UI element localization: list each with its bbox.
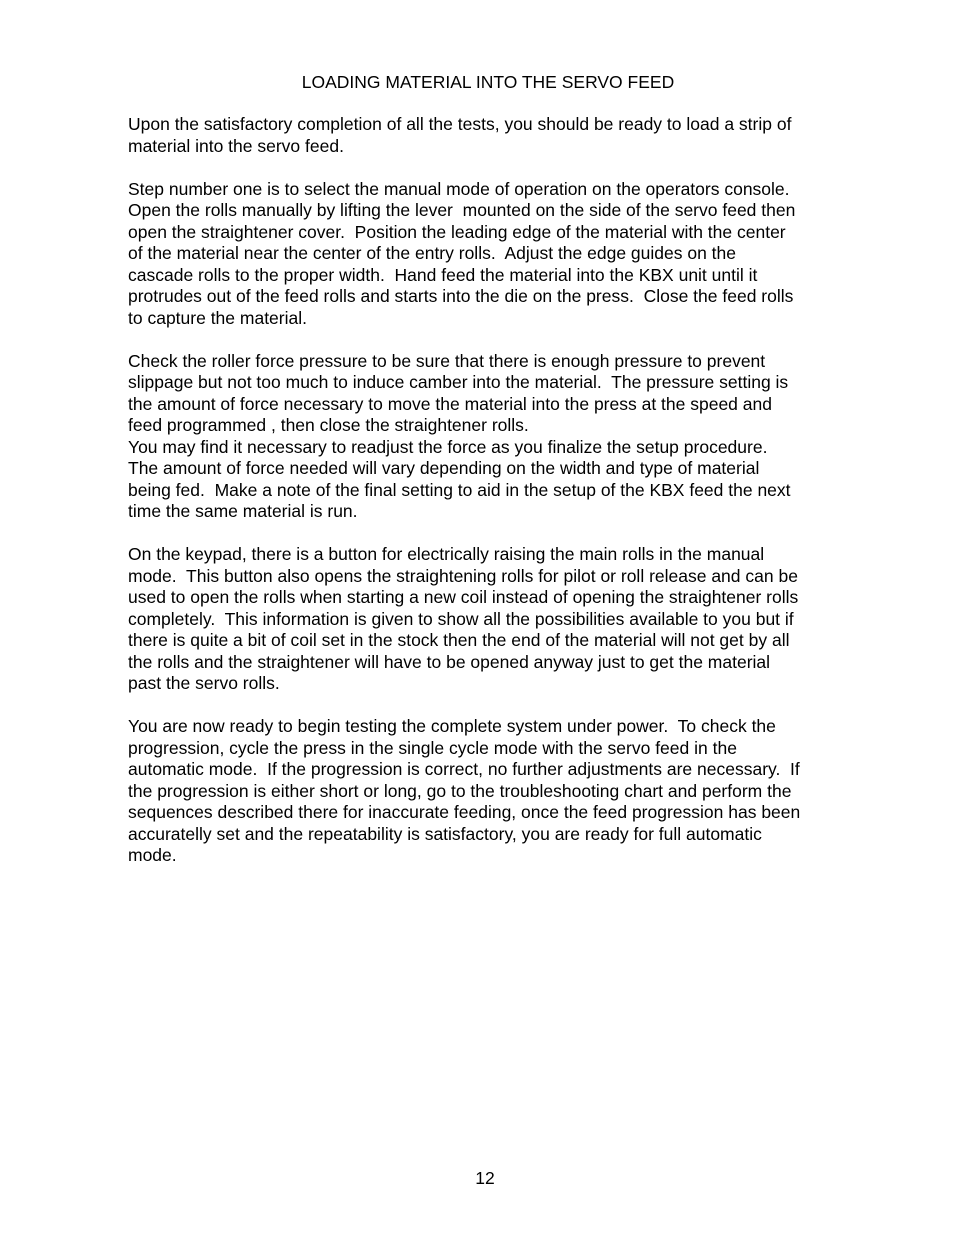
text-line: The amount of force needed will vary depending on the width and type of material: [128, 458, 760, 478]
text-line: slippage but not too much to induce camber into the material. The pressure setting is: [128, 372, 789, 392]
text-line: Upon the satisfactory completion of all the tests, you should be ready to load a strip of: [128, 114, 792, 134]
text-line: mode. This button also opens the straightening rolls for pilot or roll release and can be: [128, 565, 798, 586]
paragraph-readjust-force: [128, 437, 868, 523]
text-line: feed programmed , then close the straightener rolls.: [128, 415, 529, 435]
text-line: Check the roller force pressure to be sure that there is enough pressure to prevent: [128, 350, 766, 371]
paragraph-step-one: [128, 179, 868, 330]
text-line: the progression is either short or long, go to the troubleshooting chart and perform the: [128, 780, 792, 801]
text-line: completely. This information is given to show all the possibilities available to you but if: [128, 608, 794, 629]
paragraph-testing: [128, 716, 868, 867]
paragraph-roller-force: [128, 351, 868, 437]
text-line: sequences described there for inaccurate feeding, once the feed progression has been: [128, 802, 801, 822]
text-line: You may find it necessary to readjust the force as you finalize the setup procedure.: [128, 436, 768, 457]
text-line: the amount of force necessary to move the material into the press at the speed and: [128, 393, 772, 414]
text-line: of the material near the center of the entry rolls. Adjust the edge guides on the: [128, 243, 737, 263]
paragraph-intro: [128, 114, 868, 157]
text-line: You are now ready to begin testing the complete system under power. To check the: [128, 716, 776, 736]
text-line: protrudes out of the feed rolls and starts into the die on the press. Close the feed rolls: [128, 286, 794, 306]
text-line: Step number one is to select the manual mode of operation on the operators console.: [128, 178, 790, 199]
text-line: there is quite a bit of coil set in the stock then the end of the material will not get by all: [128, 630, 790, 650]
text-line: to capture the material.: [128, 307, 307, 328]
paragraph-keypad: [128, 544, 868, 695]
text-line: automatic mode. If the progression is correct, no further adjustments are necessary. If: [128, 759, 800, 779]
page-title: LOADING MATERIAL INTO THE SERVO FEED: [301, 72, 675, 92]
text-line: past the servo rolls.: [128, 673, 280, 693]
text-line: the rolls and the straightener will have to be opened anyway just to get the material: [128, 651, 771, 672]
text-line: On the keypad, there is a button for electrically raising the main rolls in the manual: [128, 544, 765, 564]
text-line: cascade rolls to the proper width. Hand feed the material into the KBX unit until it: [128, 264, 758, 285]
body-text: [128, 114, 868, 888]
text-line: progression, cycle the press in the single cycle mode with the servo feed in the: [128, 737, 737, 758]
page-number: 12: [475, 1168, 495, 1188]
text-line: time the same material is run.: [128, 501, 358, 521]
text-line: used to open the rolls when starting a new coil instead of opening the straightener rolls: [128, 587, 799, 607]
text-line: Open the rolls manually by lifting the lever mounted on the side of the servo feed then: [128, 200, 796, 220]
text-line: accuratelly set and the repeatability is satisfactory, you are ready for full automatic: [128, 823, 762, 844]
text-line: material into the servo feed.: [128, 135, 344, 156]
text-line: open the straightener cover. Position the leading edge of the material with the center: [128, 221, 786, 242]
text-line: mode.: [128, 845, 177, 865]
text-line: being fed. Make a note of the final setting to aid in the setup of the KBX feed the next: [128, 479, 791, 500]
